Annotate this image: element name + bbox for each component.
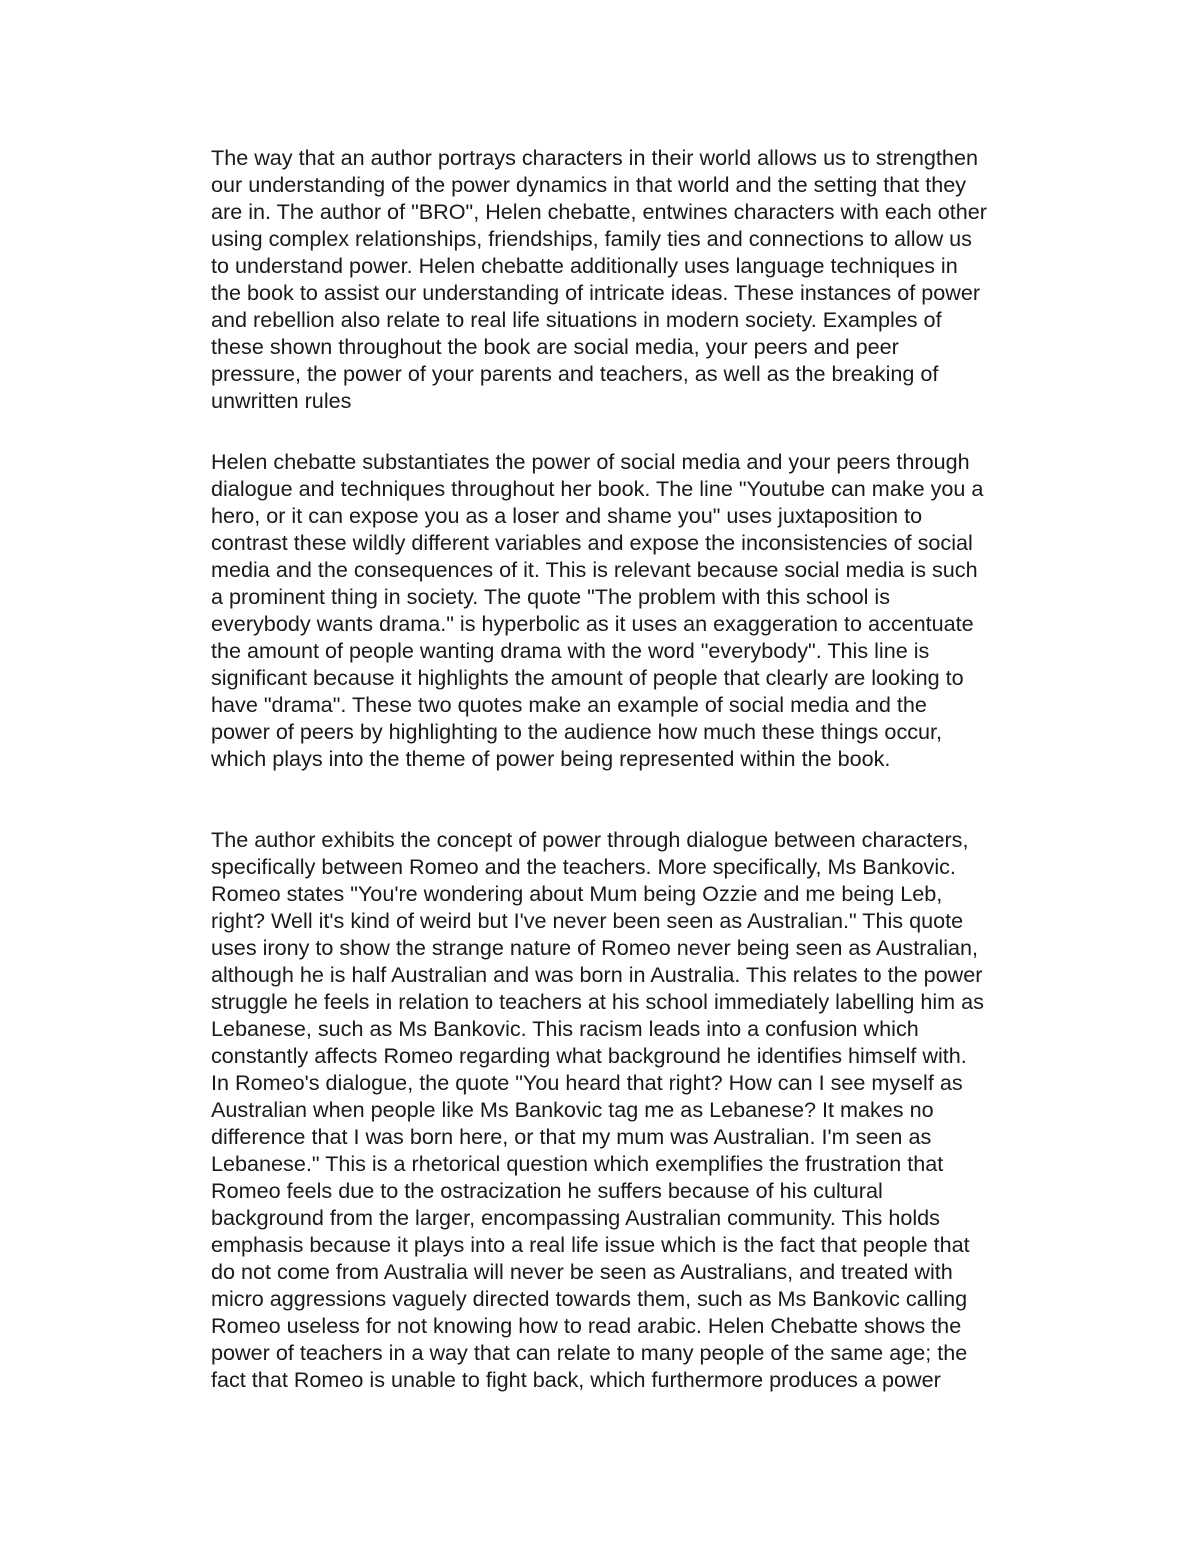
- text-line: our understanding of the power dynamics in that world and the setting that they: [211, 172, 967, 197]
- text-line: the amount of people wanting drama with the word "everybody". This line is: [211, 638, 930, 663]
- text-line: emphasis because it plays into a real life issue which is the fact that people that: [211, 1232, 970, 1257]
- text-line: uses irony to show the strange nature of Romeo never being seen as Australian,: [211, 935, 979, 960]
- text-line: difference that I was born here, or that my mum was Australian. I'm seen as: [211, 1124, 932, 1149]
- text-line: which plays into the theme of power being represented within the book.: [211, 746, 891, 771]
- text-line: fact that Romeo is unable to fight back, which furthermore produces a power: [211, 1367, 941, 1392]
- text-line: specifically between Romeo and the teachers. More specifically, Ms Bankovic.: [211, 854, 956, 879]
- text-line: using complex relationships, friendships, family ties and connections to allow us: [211, 226, 972, 251]
- text-line: unwritten rules: [211, 388, 352, 413]
- text-line: Romeo feels due to the ostracization he suffers because of his cultural: [211, 1178, 883, 1203]
- text-line: The way that an author portrays characters in their world allows us to strengthen: [211, 145, 978, 170]
- text-line: micro aggressions vaguely directed towards them, such as Ms Bankovic calling: [211, 1286, 968, 1311]
- text-line: Lebanese." This is a rhetorical question which exemplifies the frustration that: [211, 1151, 944, 1176]
- text-line: Helen chebatte substantiates the power of social media and your peers through: [211, 449, 970, 474]
- text-line: and rebellion also relate to real life situations in modern society. Examples of: [211, 307, 942, 332]
- text-line: media and the consequences of it. This is relevant because social media is such: [211, 557, 978, 582]
- text-line: are in. The author of "BRO", Helen chebatte, entwines characters with each other: [211, 199, 987, 224]
- text-line: do not come from Australia will never be seen as Australians, and treated with: [211, 1259, 953, 1284]
- paragraph-teachers: [211, 826, 1091, 1393]
- text-line: dialogue and techniques throughout her book. The line "Youtube can make you a: [211, 476, 984, 501]
- paragraph-social-media: [211, 448, 1091, 772]
- text-line: these shown throughout the book are social media, your peers and peer: [211, 334, 899, 359]
- text-line: significant because it highlights the amount of people that clearly are looking to: [211, 665, 964, 690]
- text-line: Australian when people like Ms Bankovic tag me as Lebanese? It makes no: [211, 1097, 934, 1122]
- text-line: although he is half Australian and was born in Australia. This relates to the power: [211, 962, 983, 987]
- text-line: have "drama". These two quotes make an example of social media and the: [211, 692, 927, 717]
- paragraph-introduction: [211, 144, 1091, 414]
- text-line: pressure, the power of your parents and teachers, as well as the breaking of: [211, 361, 939, 386]
- text-line: the book to assist our understanding of intricate ideas. These instances of power: [211, 280, 981, 305]
- text-line: power of peers by highlighting to the audience how much these things occur,: [211, 719, 943, 744]
- text-line: Romeo useless for not knowing how to read arabic. Helen Chebatte shows the: [211, 1313, 962, 1338]
- text-line: background from the larger, encompassing Australian community. This holds: [211, 1205, 940, 1230]
- text-line: In Romeo's dialogue, the quote "You heard that right? How can I see myself as: [211, 1070, 963, 1095]
- text-line: a prominent thing in society. The quote "The problem with this school is: [211, 584, 891, 609]
- text-line: Romeo states "You're wondering about Mum being Ozzie and me being Leb,: [211, 881, 943, 906]
- text-line: hero, or it can expose you as a loser and shame you" uses juxtaposition to: [211, 503, 923, 528]
- text-line: power of teachers in a way that can relate to many people of the same age; the: [211, 1340, 968, 1365]
- text-line: right? Well it's kind of weird but I've never been seen as Australian." This quote: [211, 908, 964, 933]
- text-line: The author exhibits the concept of power through dialogue between characters,: [211, 827, 969, 852]
- text-line: to understand power. Helen chebatte additionally uses language techniques in: [211, 253, 958, 278]
- text-line: everybody wants drama." is hyperbolic as it uses an exaggeration to accentuate: [211, 611, 974, 636]
- text-line: struggle he feels in relation to teachers at his school immediately labelling him as: [211, 989, 984, 1014]
- text-line: contrast these wildly different variables and expose the inconsistencies of social: [211, 530, 973, 555]
- text-line: Lebanese, such as Ms Bankovic. This racism leads into a confusion which: [211, 1016, 919, 1041]
- text-line: constantly affects Romeo regarding what background he identifies himself with.: [211, 1043, 967, 1068]
